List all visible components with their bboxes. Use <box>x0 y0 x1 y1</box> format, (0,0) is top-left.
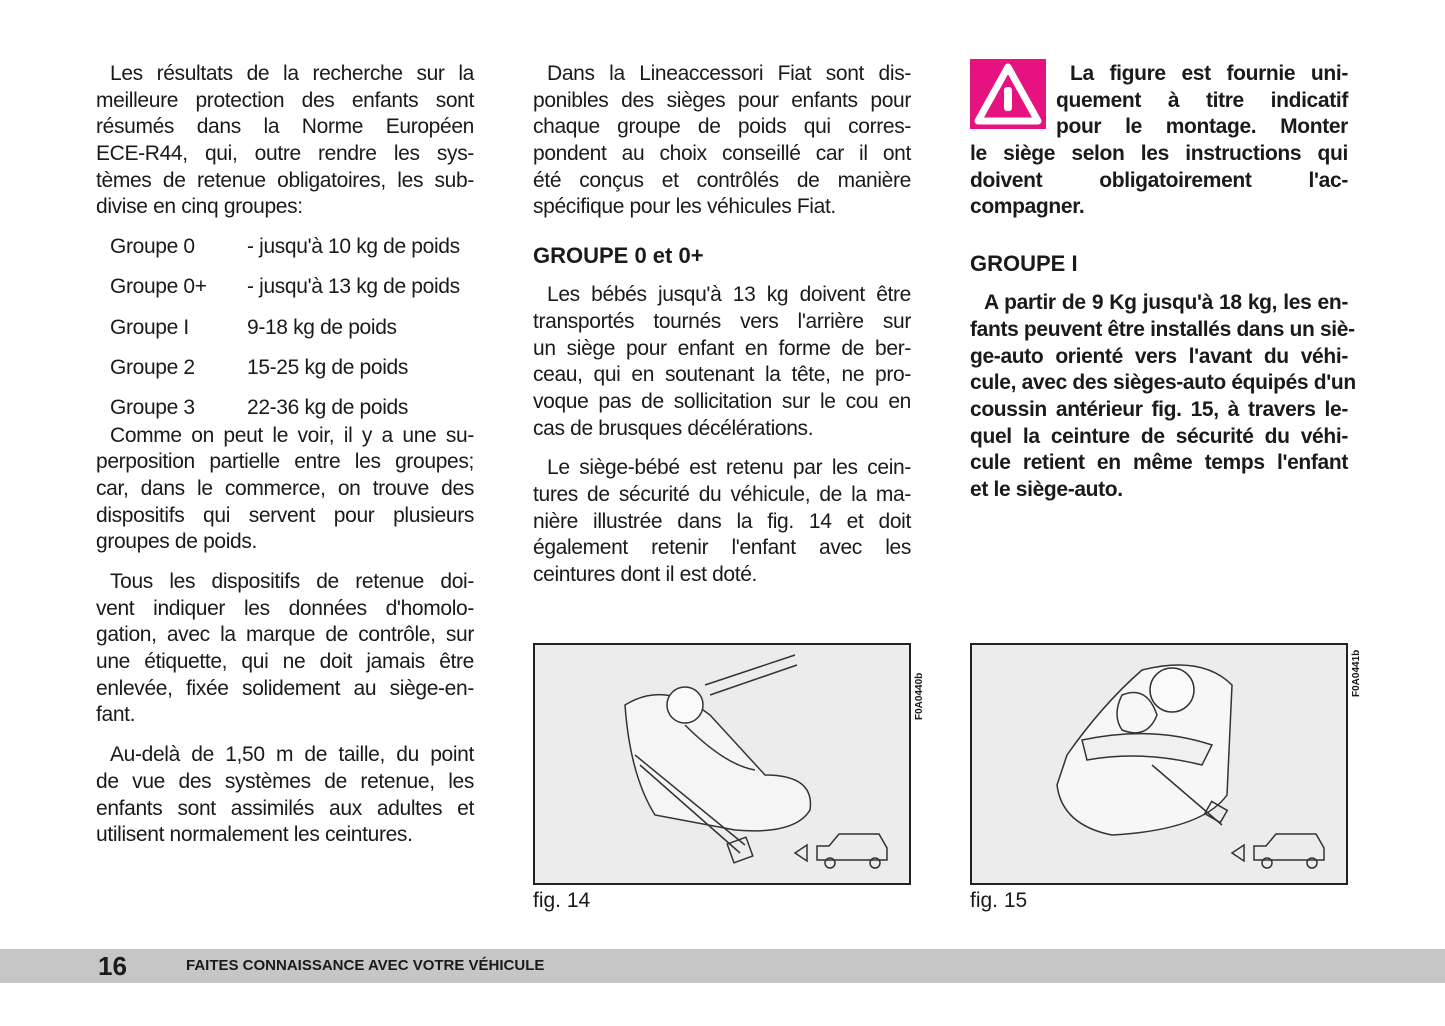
group-weight: 22-36 kg de poids <box>247 396 409 420</box>
paragraph <box>96 423 474 556</box>
text-line: dispositifs qui servent pour plusieurs <box>96 503 474 527</box>
text-line: ECE-R44, qui, outre rendre les sys- <box>96 142 474 166</box>
text-line: pour le montage. Monter <box>1056 115 1348 139</box>
text-line: un siège pour enfant en forme de ber- <box>533 336 911 360</box>
text-line: Comme on peut le voir, il y a une su- <box>110 423 474 447</box>
paragraph <box>533 455 911 588</box>
text-line: vent indiquer les données d'homolo- <box>96 596 474 620</box>
text-line: car, dans le commerce, on trouve des <box>96 476 474 500</box>
text-line: transportés tournés vers l'arrière sur <box>533 309 911 333</box>
text-line: La figure est fournie uni- <box>1070 62 1348 85</box>
text-line: tèmes de retenue obligatoires, les sub- <box>96 168 474 192</box>
group-weight: 9-18 kg de poids <box>247 315 397 339</box>
text-line: une étiquette, qui ne doit jamais être <box>96 650 474 674</box>
text-line: ge-auto orienté vers l'avant du véhi- <box>970 344 1348 368</box>
text-line: utilisent normalement les ceintures. <box>96 823 413 847</box>
text-line: de vue des systèmes de retenue, les <box>96 769 474 793</box>
text-line: spécifique pour les véhicules Fiat. <box>533 195 836 219</box>
group-row <box>96 234 474 274</box>
text-line: le siège selon les instructions qui <box>970 142 1348 166</box>
text-line: et le siège-auto. <box>970 477 1123 501</box>
paragraph <box>533 282 911 442</box>
figure-code: F0A0441b <box>1351 649 1362 697</box>
groups-table <box>96 234 474 435</box>
group-row <box>96 315 474 355</box>
warning-text <box>970 61 1348 221</box>
text-line: fant. <box>96 703 136 727</box>
figure-code: F0A0440b <box>914 672 925 720</box>
group-label: Groupe 0+ <box>110 275 207 299</box>
text-line: fants peuvent être installés dans un siè- <box>970 317 1355 341</box>
paragraph <box>533 61 911 221</box>
group-label: Groupe 3 <box>110 396 195 420</box>
group-row <box>96 355 474 395</box>
section-heading: GROUPE 0 et 0+ <box>533 243 704 269</box>
text-line: A partir de 9 Kg jusqu'à 18 kg, les en- <box>984 291 1348 315</box>
paragraph <box>96 61 474 221</box>
text-line: gation, avec la marque de contrôle, sur <box>96 623 474 647</box>
text-line: cule, avec des sièges-auto équipés d'un <box>970 371 1356 395</box>
text-line: Tous les dispositifs de retenue doi- <box>110 570 474 594</box>
figure-caption: fig. 14 <box>533 889 591 912</box>
text-line: enfants sont assimilés aux adultes et <box>96 796 474 820</box>
text-line: pondent au choix conseillé car il ont <box>533 142 911 166</box>
text-line: doivent obligatoirement l'ac- <box>970 168 1348 192</box>
text-line: ponibles des sièges pour enfants pour <box>533 88 911 112</box>
group-weight: - jusqu'à 13 kg de poids <box>247 275 460 299</box>
section-heading: GROUPE I <box>970 251 1078 277</box>
text-line: coussin antérieur fig. 15, à travers le- <box>970 397 1348 421</box>
figure-14-illustration <box>533 643 911 885</box>
text-line: cule retient en même temps l'enfant <box>970 451 1348 475</box>
text-line: quement à titre indicatif <box>1056 88 1348 112</box>
text-line: Les résultats de la recherche sur la <box>110 62 474 85</box>
column-1 <box>96 61 474 862</box>
text-line: ceintures dont il est doté. <box>533 563 758 586</box>
text-line: meilleure protection des enfants sont <box>96 88 474 112</box>
text-line: chaque groupe de poids qui corres- <box>533 115 911 139</box>
text-line: perposition partielle entre les groupes; <box>96 450 474 474</box>
page-number: 16 <box>98 951 127 981</box>
column-2 <box>533 61 911 602</box>
paragraph <box>96 569 474 729</box>
text-line: voque pas de sollicitation sur le cou en <box>533 389 911 413</box>
page-footer <box>0 949 1445 983</box>
group-label: Groupe 0 <box>110 235 195 259</box>
text-line: tures de sécurité du véhicule, de la ma- <box>533 482 911 506</box>
text-line: enlevée, fixée solidement au siège-en- <box>96 676 474 700</box>
group-row <box>96 274 474 314</box>
paragraph <box>970 290 1356 504</box>
figure-caption: fig. 15 <box>970 889 1028 912</box>
text-line: résumés dans la Norme Européen <box>96 115 474 139</box>
section-title: FAITES CONNAISSANCE AVEC VOTRE VÉHICULE <box>186 957 545 974</box>
group-weight: - jusqu'à 10 kg de poids <box>247 235 460 259</box>
text-line: quel la ceinture de sécurité du véhi- <box>970 424 1348 448</box>
text-line: Le siège-bébé est retenu par les cein- <box>547 456 911 480</box>
group-weight: 15-25 kg de poids <box>247 356 409 380</box>
text-line: également retenir l'enfant avec les <box>533 536 911 560</box>
figure-15-illustration <box>970 643 1348 885</box>
text-line: divise en cinq groupes: <box>96 195 303 219</box>
text-line: Les bébés jusqu'à 13 kg doivent être <box>547 283 911 307</box>
group-label: Groupe 2 <box>110 356 195 380</box>
group-label: Groupe I <box>110 315 189 339</box>
text-line: Au-delà de 1,50 m de taille, du point <box>110 743 474 767</box>
text-line: cas de brusques décélérations. <box>533 416 814 440</box>
text-line: compagner. <box>970 195 1085 219</box>
paragraph <box>96 742 474 849</box>
text-line: été conçus et contrôlés de manière <box>533 168 911 192</box>
text-line: ceau, qui en soutenant la tête, ne pro- <box>533 363 911 387</box>
column-3 <box>970 61 1356 517</box>
text-line: groupes de poids. <box>96 530 258 554</box>
text-line: Dans la Lineaccessori Fiat sont dis- <box>547 62 911 85</box>
text-line: nière illustrée dans la fig. 14 et doit <box>533 509 911 533</box>
